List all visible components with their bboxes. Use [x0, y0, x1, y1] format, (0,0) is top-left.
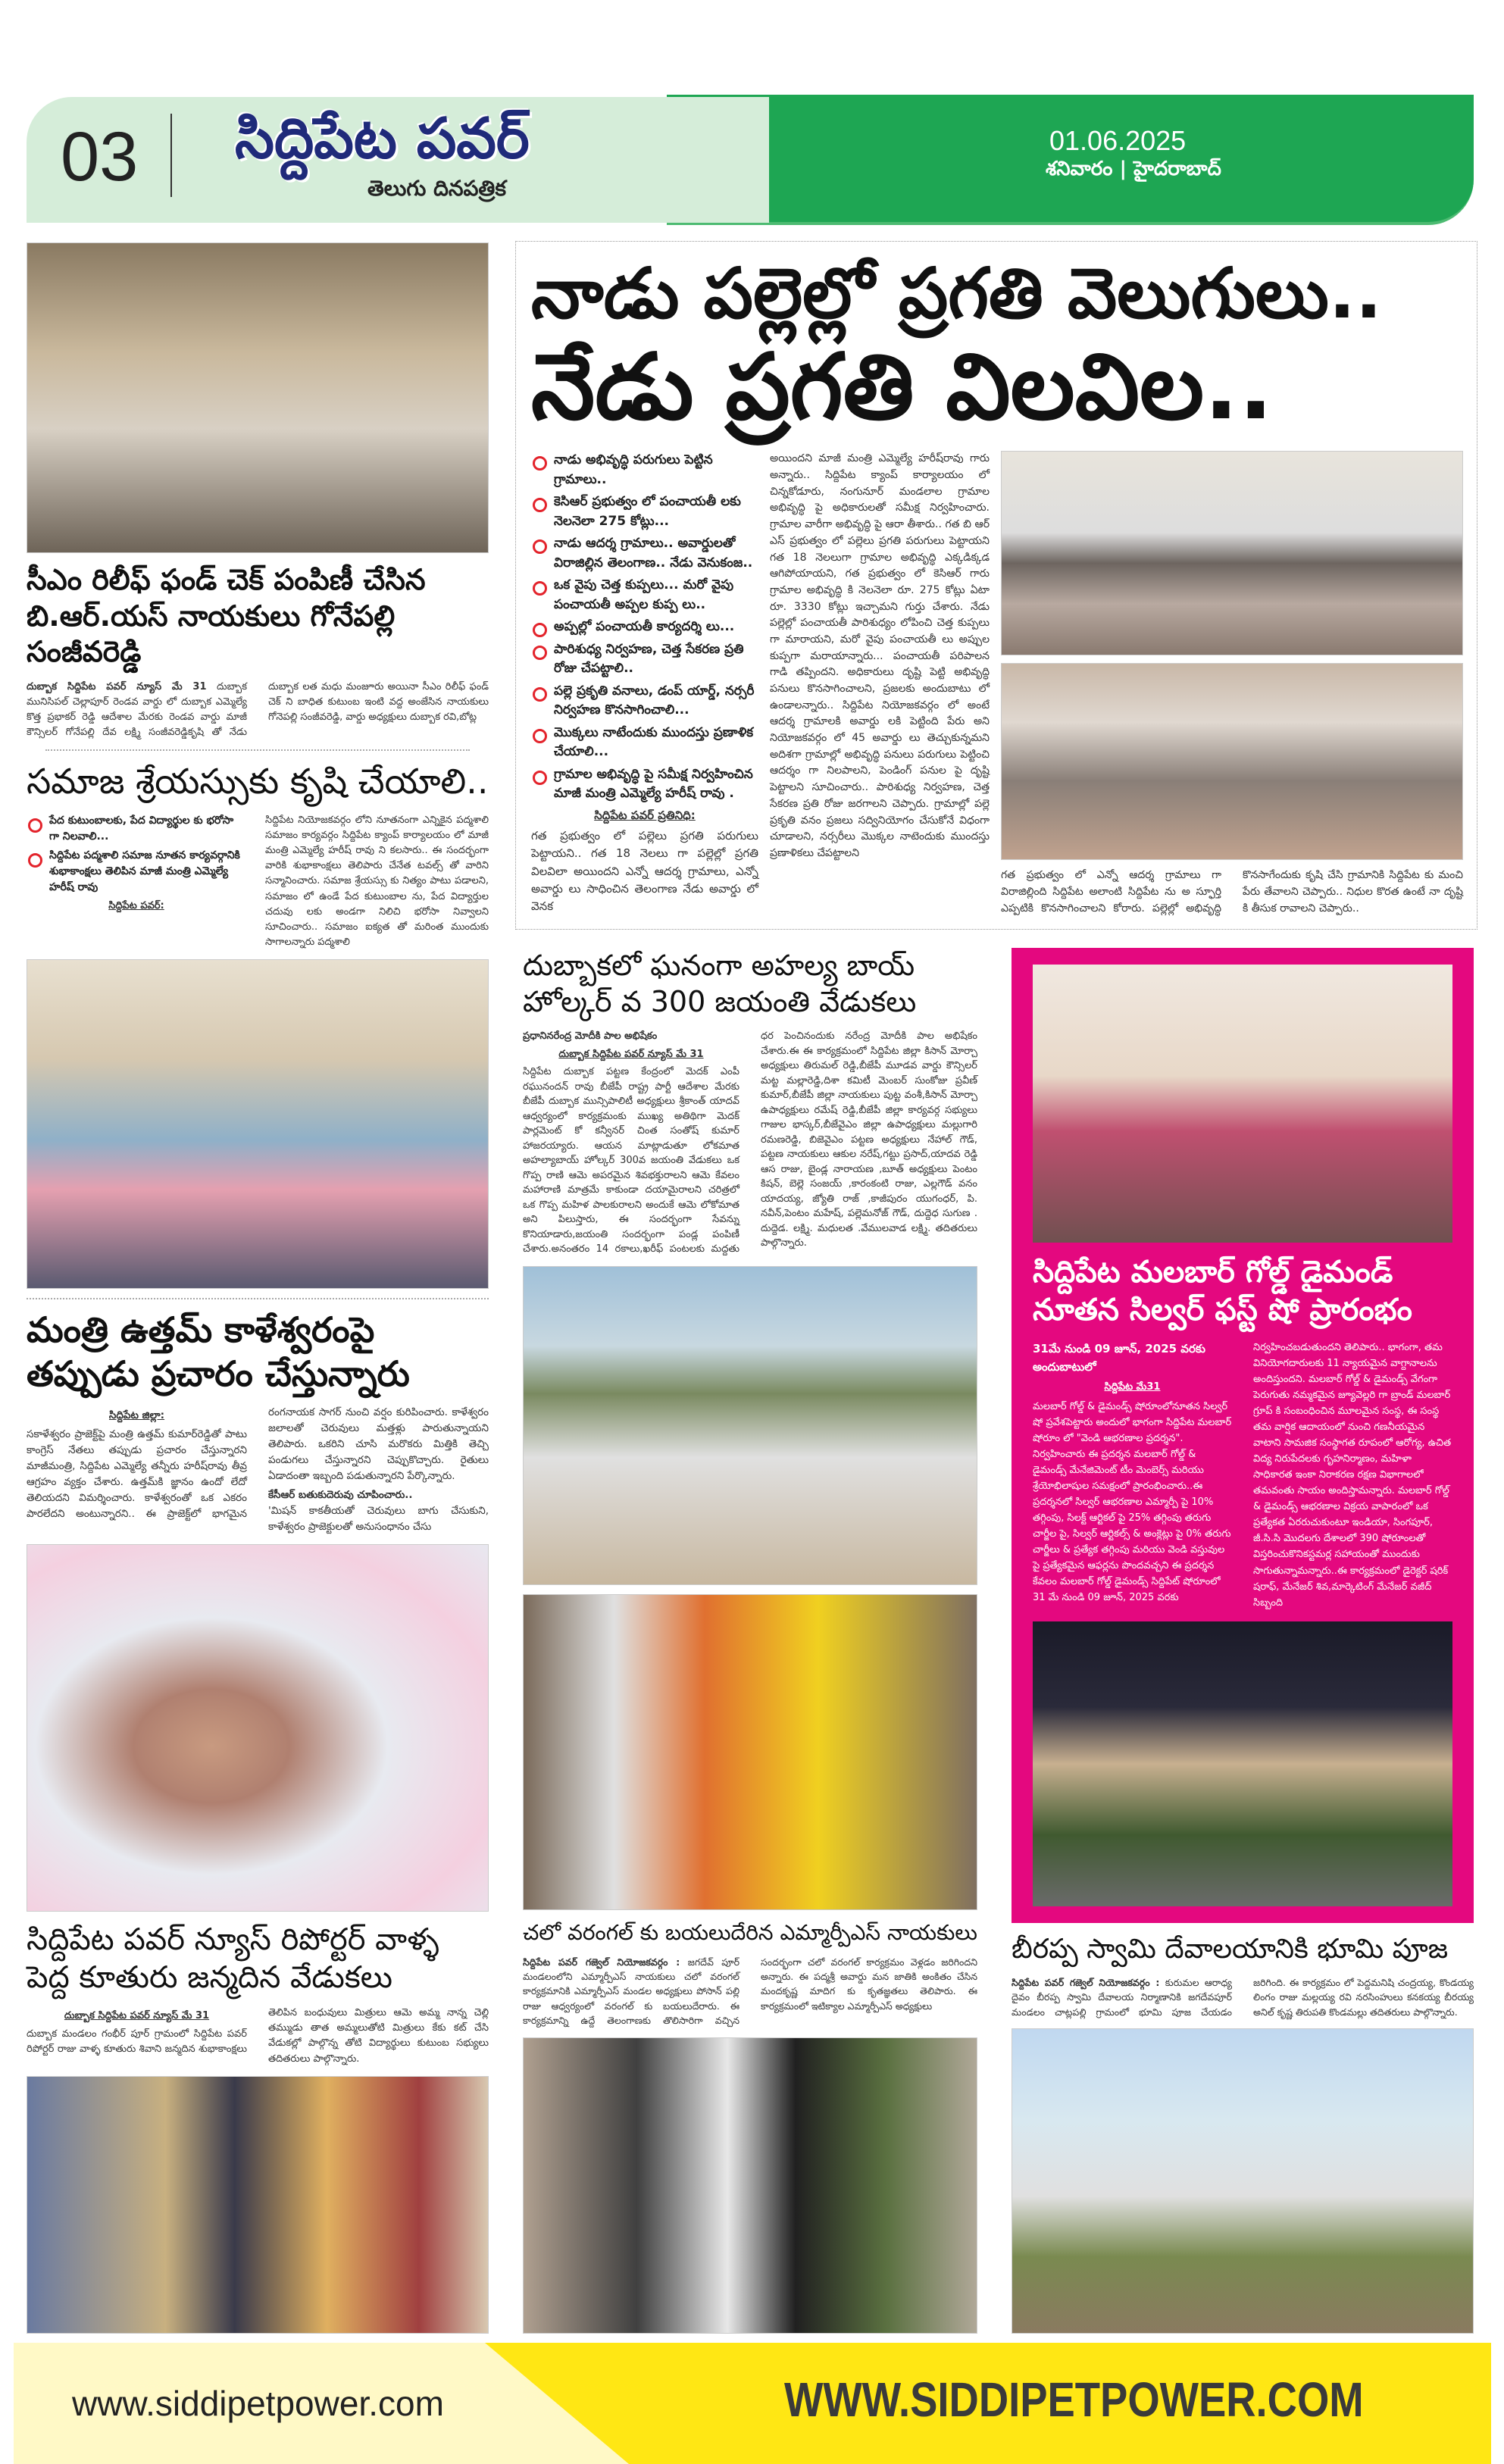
dateline: దుబ్బాక సిద్దిపేట పవర్ న్యూస్ మే 31 [27, 680, 207, 693]
main-story-bullets [531, 451, 758, 917]
photo-milk-abhishekam [523, 1594, 977, 1909]
photo-bhoomi-puja [1012, 2028, 1474, 2334]
photo-review-meeting [1001, 451, 1463, 655]
malabar-gold-feature [1012, 948, 1474, 1923]
dateline: సిద్దిపేట పవర్ గజ్వెల్ నియోజకవర్గం : [1012, 1977, 1160, 1989]
article-body: గత ప్రభుత్వం లో ఎన్నో ఆదర్శ గ్రామాలు గా విరాజిల్లింది సిద్దిపేట అలాంటి సిద్దిపేట ను అ స్ఫూర్తి ఎప్పటికి కొనసాగించాలని కోరారు. పల్లెల్లో అభివృద్ధి కొనసాగేందుకు కృషి చేసి గ్రామానికి సిద్దిపేట కు మంచి పేరు తేవాలని చెప్పారు.. నిధుల కొరత ఉంటే నా దృష్టి కి తీసుక రావాలని చెప్పారు.. [1001, 869, 1463, 915]
article-body: సిద్దిపేట నియోజకవర్గం లోని నూతనంగా ఎన్నికైన పద్మశాలి సమాజం కార్యవర్గం సిద్దిపేట క్యాంప్ కార్యాలయం లో మాజీ మంత్రి ఎమ్మెల్యే హరీష్ రావు ని కలసారు.. ఈ సందర్భంగా వారికి శుభాకాంక్షలు తెలిపారు చేనేత టవల్స్ తో వారిని సన్మానించారు. సమాజ శ్రేయస్సు కు నిత్యం పాటు పడాలని, సమాజం లో ఉండే పేద కుటుంబాల ను, పేద విద్యార్తుల చదువు లకు అండగా నిలిచి భరోసా నివ్వాలని సూచించారు.. సమాజం ఐక్యత తో మరింత ముందుకు సాగాలన్నారు పద్మశాలి [265, 814, 489, 948]
dateline: దుబ్బాక సిద్దిపేట పవర్ న్యూస్ మే 31 [64, 2010, 210, 2022]
article-body: మలబార్ గోల్డ్ & డైమండ్స్ షోరూంలోనూతన సిల్వర్ షో ప్రవేశపెట్టారు అందులో భాగంగా సిద్దిపేట మలబార్ షోరూం లో "వెండి ఆభరణాల ప్రదర్శన". నిర్వహించారు ఈ ప్రదర్శన మలబార్ గోల్డ్ & డైమండ్స్ మేనేజిమెంట్ టీం మెంబెర్స్ మరియు శ్రేయోభిలాషుల సమక్షంలో ప్రారంభించారు..ఈ ప్రదర్శనలో సిల్వర్ ఆభరణాల ఎమ్మార్పీ పై 10% తగ్గింపు, సిలక్ట్ ఆర్టికల్ పై 25% తగ్గింపు తరుగు చార్జీల పై, సిల్వర్ ఆర్టికల్స్ & అంక్లెట్లు పై 0% తరుగు చార్జీలు & ప్రత్యేక తగ్గింపు మరియు వెండి వస్తువుల పై ప్రత్యేకమైన ఆఫర్లను పొందవచ్చని ఈ ప్రదర్శన కేవలం మలబార్ గోల్డ్ డైమండ్స్ సిద్దిపేట్ షోరూంలో 31 మే నుండి 09 జూన్, 2025 వరకు నిర్వహించబడుతుందని తెలిపారు.. భాగంగా, తమ వినియోగదారులకు 11 న్యాయమైన వాగ్దానాలను అందిస్తుందని. మలబార్ గోల్డ్ & డైమండ్స్ వేగంగా పెరుగుతు నమ్మకమైన జ్యూవెల్లరి గా బ్రాండ్ మలబార్ గ్రూప్ కి సంబంధించిన మూలమైన సంస్థ, ఈ సంస్థ తమ వార్షిక ఆదాయంలో నుంచి గణనీయమైన వాటాని సామజిక సంస్థాగత రూపంలో ఆరోగ్య, ఉచిత విద్య నిరుపేదలకు గృహనిర్మాణం, మహిళా సాధికారత ఇంకా నిరాకరణ రక్షణ విభాగాలలో తమవంతు సాయం అందిస్తామన్నారు. మలబార్ గోల్డ్ & డైమండ్స్ ఆభరణాల విక్రయ వాపారంలో ఒక ప్రత్యేకత ఏరరుచుకుంటూ ఇండియా, సింగపూర్, జీ.సి.సి మొదలగు దేశాలలో 390 షోరూంలతో విస్తరించుకొనికస్టమర్ల సహాయంతో ముందుకు సాగుతున్నామన్నారు..ఈ కార్యక్రమంలో డైరెక్టర్ షరిక్ షరాఫ్, మేనేజర్ శివ,మార్కెటింగ్ మేనేజర్ వజీద్ సిబ్బంది [1033, 1341, 1452, 1609]
divider [27, 1298, 489, 1299]
bullet: గ్రామాల అభివృద్ధి పై సమీక్ష నిర్వహించిన మాజీ మంత్రి ఎమ్మెల్యే హరీష్ రావు . [531, 765, 758, 804]
bullet: అప్పల్లో పంచాయతీ కార్యదర్శి లు... [531, 618, 758, 637]
article [27, 1405, 489, 1534]
middle-column [523, 948, 977, 2334]
footer-website-link-large[interactable]: WWW.SIDDIPETPOWER.COM [784, 2372, 1364, 2427]
article-subhead: ప్రధానినరేంద్ర మోదీకి పాల అభిషేకం [523, 1030, 658, 1043]
dateline: దుబ్బాక సిద్దిపేట పవర్ న్యూస్ మే 31 [558, 1048, 704, 1060]
article [1012, 1975, 1474, 2019]
article-body: 'మిషన్ కాకతీయతో చెరువులు బాగు చేసుకుని, కాళేశ్వరం ప్రాజెక్టులతో అనుసంధానం చేసు [268, 1504, 489, 1533]
article-bullets [27, 813, 246, 950]
footer-website-link[interactable]: www.siddipetpower.com [72, 2384, 444, 2423]
bullet: నాడు ఆదర్శ గ్రామాలు.. అవార్డులతో విరాజిల్లిన తెలంగాణ.. నేడు వెనుకంజ.. [531, 534, 758, 573]
article-body: అయిందని మాజీ మంత్రి ఎమ్మెల్యే హరీష్‌రావు గారు అన్నారు.. సిద్దిపేట క్యాంప్ కార్యాలయం లో చిన్నకోడూరు, నంగునూర్ మండలాల గ్రామాల అభివృద్ధి పై అధికారులతో సమీక్ష నిర్వహించారు. గ్రామాల వారీగా అభివృద్ధి పై ఆరా తీశారు.. గత బి ఆర్ ఎస్ ప్రభుత్వం లో పల్లెలు ప్రగతి పరుగులు పెట్టాయని గత 18 నెలలుగా గ్రామాల అభివృద్ధి ఎక్కడిక్కడ ఆగిపోయాయని, గత ప్రభుత్వం లో కెసిఆర్ గారు గ్రామాల అభివృద్ధి కి నెలనెలా రూ. 275 కోట్లు ఏటా రూ. 3330 కోట్లు ఇచ్చామని గుర్తు చేశారు. నేడు పల్లెల్లో పంచాయతీ పారిశుధ్యం లోపించి చెత్త కుప్పలు గా మారాయని, మరో వైపు పంచాయతీ లు అప్పుల కుప్పగా మరాయాన్నారు... పంచాయతీ పరిపాలన గాడి తప్పిందని. అధికారులు దృష్టి పెట్టి అభివృద్ధి పనులు కొనసాగించాలని, ప్రజలకు అందుబాటు లో ఉండాలన్నారు.. సిద్దిపేట నియోజకవర్గం లో అంటే ఆదర్శ గ్రామాలకి అవార్డు లకి పెట్టింది పేరు అని నియోజకవర్గం లో 45 అవార్డు లు తెచ్చుకున్నమని అదిశగా గ్రామాల్లో అభివృద్ధి పనులు పరుగులు పెట్టించి ఆదర్శం గా నిలపాలని, పెండింగ్ పనుల పై దృష్టి పెట్టాలని సూచించారు.. పారిశుధ్య నిర్వహణ, చెత్త సేకరణ ప్రతి రోజు జరగాలని చెప్పారు. గ్రామాల్లో పల్లె ప్రకృతి వనం ప్రజలు సద్వినియోగం చేసుకోనే విధంగా చూడాలని, నర్సరీలు మొక్కల నాటెందుకు ముందస్తు ప్రణాళికలు చేపట్టాలని [770, 452, 990, 859]
dateline: సిద్దిపేట మే31 [1104, 1381, 1161, 1393]
article-body: గత ప్రభుత్వం లో పల్లెలు ప్రగతి పరుగులు పెట్టాయని.. గత 18 నెలలు గా పల్లెల్లో ప్రగతి విలవిలా అయిందని ఎన్నో ఆదర్శ గ్రామాలు, ఎన్నో అవార్డు లు సాధించిన తెలంగాణ నేడు అవార్డు లో వెనక [531, 829, 758, 914]
article-body: సిద్దిపేట దుబ్బాక పట్టణ కేంద్రంలో మెదక్ ఎంపీ రఘునందన్ రావు బీజేపీ రాష్ట్ర పార్టీ ఆదేశాల మేరకు బీజేపీ దుబ్బాక మున్సిపాలిటీ అధ్యక్షులు శ్రీకాంత్ యాదవ్ ఆధ్వర్యంలో కార్యక్రమంకు ముఖ్య అతిథిగా మెదక్ పార్లమెంట్ కో కన్వీనర్ చింత సంతోష్ కుమార్ హాజరయ్యారు. ఆయన మాట్లాడుతూ లోకమాత అహల్యాబాయ్ హోల్కర్ 300వ జయంతి వేడుకలు ఒక గొప్ప రాణి ఆమె అపరమైన శివభక్తురాలని ఆమె కేవలం మహారాణి మాత్రమే కాకుండా దయామైరాలని చరిత్రలో ఒక గొప్ప మహిళ పాలకురాలని అందుకే ఆమె లోకోమాత అని పిలుస్తారు, ఈ సందర్భంగా సేవన్ను కొనియాడారు,జయంతి సందర్భంగా పండ్ల పంపిణీ చేశారు.అనంతరం 14 రకాలు,ఖరీఫ్ పంటలకు మద్దతు ధర పెంచినందుకు నరేంద్ర మోదీకి పాల అభిషేకం చేశారు.ఈ ఈ కార్యక్రమంలో సిద్దిపేట జిల్లా కిసాన్ మోర్చా అధ్యక్షులు తిరుమల్ రెడ్డి,బీజేపీ మూడవ వార్డు కౌన్సిలర్ మట్ట మల్లారెడ్డి,దిశా కమిటీ మెంబర్ సుంకోజు ప్రవీణ్ కుమార్,బీజేపీ జిల్లా నాయకులు పుట్ట వంశీ,కిసాన్ మోర్చా ఉపాధ్యక్షులు రమేష్ రెడ్డి,బీజేపీ జిల్లా కార్యవర్గ సభ్యులు గాజుల భాస్కర్,బీజేవైఎం జిల్లా ఉపాధ్యక్షులు మల్లుగారి రమణరెడ్డి, బిజెవైఎం పట్టణ అధ్యక్షులు నేహాల్ గౌడ్, పట్టణ నాయకులు ఆకుల నరేష్,గట్టు ప్రసాద్,యాదవ రెడ్డి ఆస రాజు, బైండ్ల నారాయణ ,బూత్ అధ్యక్షులు పెంటం కిషన్, బెల్లె సంజయ్ ,కారంకంటి రాజు, ఎల్లగౌడ్ వనం యాదయ్య, జ్యోతి రాజ్ ,కాజీపురం యుగంధర్, పి. నవీన్,పెంటం మహేష్, పల్లెమనోజ్ గౌడ్, దుద్దెధ సుగుణ . దుద్దెడ. లక్ష్మి. మధులత .వేములవాడ లక్ష్మి. తదితరులు పాల్గొన్నారు. [523, 1030, 977, 1255]
center-right-area [515, 241, 1477, 2334]
article-headline: సమాజ శ్రేయస్సుకు కృషి చేయాలి.. [27, 761, 489, 802]
dateline: సిద్దిపేట పవర్ గజ్వెల్ నియోజకవర్గం : [523, 1956, 680, 1968]
article-body: కురుమల ఆరాధ్య దైవం బీరప్ప స్వామి దేవాలయ నిర్మాణానికి జగదేవపూర్ మండలం చాట్లపల్లి గ్రామంలో భూమి పూజ చేయడం జరిగింది. ఈ కార్యక్రమం లో పెద్దమనిషి చంద్రయ్య, కొండయ్య లింగం రాజు మల్లయ్య రవి నరసింహులు కనకయ్య బీరయ్య అనిల్ కృష్ణ తిరుపతి కొండమల్లు తదితరులు పాల్గొన్నారు. [1012, 1977, 1474, 2018]
article [27, 680, 489, 741]
main-story-columns [531, 451, 1469, 917]
lower-columns [515, 948, 1477, 2334]
issue-date: 01.06.2025 [1049, 125, 1187, 156]
bullet: నాడు అభివృద్ధి పరుగులు పెట్టిన గ్రామాలు.. [531, 451, 758, 489]
dateline: సిద్దిపేట జిల్లా: [108, 1409, 165, 1422]
article-headline: చలో వరంగల్ కు బయలుదేరిన ఎమ్మార్పీఎస్ నాయకులు [523, 1919, 977, 1945]
photo-birthday-celebration [27, 2076, 489, 2334]
main-story-frame [515, 241, 1477, 930]
bullet: పేద కుటుంబాలకు, పేద విద్యార్థుల కు భరోసా గా నిలవాలి... [27, 813, 246, 845]
masthead-logo: సిద్దిపేట పవర్ [235, 106, 530, 171]
dateline: సిద్దిపేట పవర్: [108, 899, 164, 911]
photo-silver-show-launch [1033, 965, 1452, 1242]
article [523, 1955, 977, 2028]
article-headline: దుబ్బాకలో ఘనంగా అహల్య బాయ్ హోల్కర్ వ 300 జయంతి వేడుకలు [523, 949, 917, 1018]
article-headline: సీఎం రిలీఫ్ ఫండ్ చెక్ పంపిణీ చేసిన బి.ఆర్.యస్ నాయకులు గోనేపల్లి సంజీవరెడ్డి [27, 563, 426, 669]
main-story-photos [1001, 451, 1463, 917]
bullet: ఒక వైపు చెత్త కుప్పలు... మరో వైపు పంచాయతీ అప్పల కుప్ప లు.. [531, 576, 758, 614]
issue-day-place: శనివారం | హైదరాబాద్ [1046, 158, 1221, 180]
bullet: మొక్కలు నాటేందుకు ముందస్తు ప్రణాళిక చేయాలి... [531, 724, 758, 762]
dateline: సిద్దిపేట పవర్ ప్రతినిధి: [594, 808, 696, 822]
photo-officials-meeting [1001, 663, 1463, 860]
article-body: సకాళేశ్వరం ప్రాజెక్ట్‌పై మంత్రి ఉత్తమ్ కుమార్‌రెడ్డితో పాటు కాంగ్రెస్ నేతలు తప్పుడు ప్రచారం చేస్తున్నారని మాజీమంత్రి, సిద్దిపేట ఎమ్మెల్యే తన్నీరు హరీష్‌రావు తీవ్ర ఆగ్రహం వ్యక్తం చేశారు. ఉత్తమ్‌కి జ్ఞానం ఉందో లేదో తెలియదని విమర్శించారు. కాళేశ్వరంతో ఒక ఎకరం పారలేదని అంటున్నారని.. ఈ ప్రాజెక్ట్‌లో భాగమైన రంగనాయక సాగర్ నుంచి వర్షం కురిపించారు. కాళేశ్వరం జలాలతో చెరువులు మత్తళ్లు పారుతున్నాయని తెలిపారు. ఒకరిని చూసి మరొకరు మిత్తికి తెచ్చి పండుగలు చేస్తున్నారని చెప్పుకొచ్చారు. రైతులు ఏడాదంతా ఇబ్బంది పడుతున్నారని పేర్కొన్నారు. [27, 1406, 489, 1520]
article [27, 813, 489, 950]
masthead-tagline: తెలుగు దినపత్రిక [367, 176, 506, 201]
photo-jayanti-celebration [523, 1266, 977, 1585]
main-headline-line1: నాడు పల్లెల్లో ప్రగతి వెలుగులు.. [531, 253, 1382, 334]
article-headline: సిద్దిపేట పవర్ న్యూస్ రిపోర్టర్ వాళ్ళ పెద్ద కూతురు జన్మదిన వేడుకలు [27, 1922, 439, 1996]
article-body: దుబ్బాక మండలం గంభీర్ పూర్ గ్రామంలో సిద్దిపేట పవర్ రిపోర్టర్ రాజు వాళ్ళ కూతురు శివాని జన్మదిన శుభాకాంక్షలు తెలిపిన బంధువులు మిత్రులు ఆమె అమ్మ నాన్న చెల్లి తమ్ముడు తాత అమ్మలుతోటి మిత్రులు కేకు కట్ చేసి వేడుకల్లో పాల్గొన్న తోటి విద్యార్థులు కుటుంబ సభ్యులు తదితరులు పాల్గొన్నారు. [27, 2007, 489, 2065]
bullet: పారిశుధ్య నిర్వహణ, చెత్త సేకరణ ప్రతి రోజు చేపట్టాలి.. [531, 640, 758, 679]
photo-harish-rao [27, 1544, 489, 1912]
divider [45, 749, 470, 751]
bullet: పల్లె ప్రకృతి వనాలు, డంప్ యార్డ్, నర్సరీ నిర్వహణ కొనసాగించాలి... [531, 682, 758, 721]
photo-cheque-distribution [27, 242, 489, 553]
header-divider [170, 114, 172, 197]
bullet: కెసిఆర్ ప్రభుత్వం లో పంచాయతీ లకు నెలనెలా 275 కోట్లు... [531, 492, 758, 531]
photo-showroom-exterior [1033, 1621, 1452, 1906]
article-body: జగదేవ్ పూర్ మండలంలోని ఎమ్మార్పీఎస్ నాయకులు చలో వరంగల్ కార్యక్రమానికి ఎమ్మార్పీఎస్ మండల అధ్యక్షులు పోసాన్ పల్లి రాజు ఆధ్వర్యంలో వరంగల్ కు బయలుదేరారు. ఈ కార్యక్రమాన్ని ఉద్దే తెలంగాణకు తొలిసారిగా వచ్చిన సందర్భంగా చలో వరంగల్ కార్యక్రమం వెళ్లడం జరిగిందని అన్నారు. ఈ పద్మశ్రీ అవార్డు మన జాతికి అంకితం చేసిన మందకృష్ణ మాదిగ కు కృతజ్ఞతలు తెలిపారు. ఈ కార్యక్రమంలో ఇటిక్యాల ఎమ్మార్పీఎస్ అధ్యక్షులు [523, 1956, 977, 2027]
article-subhead: 31మే నుండి 09 జూన్, 2025 వరకు అందుబాటులో [1033, 1341, 1205, 1374]
article-subhead: కేసీఆర్ బతుకుదెరువు చూపించారు.. [268, 1489, 413, 1502]
photo-padmashali-felicitation [27, 959, 489, 1289]
bullet: సిద్దిపేట పద్మశాలి సమాజ నూతన కార్యవర్గానికి శుభాకాంక్షలు తెలిపిన మాజీ మంత్రి ఎమ్మెల్యే హరీష్ రావు [27, 848, 246, 896]
article-headline: సిద్దిపేట మలబార్ గోల్డ్ డైమండ్ నూతన సిల్వర్ ఫస్ట్ షో ప్రారంభం [1033, 1254, 1412, 1327]
article [27, 2006, 489, 2067]
page-number: 03 [61, 118, 139, 195]
article-headline: బీరప్ప స్వామి దేవాలయానికి భూమి పూజ [1012, 1934, 1449, 1965]
article-body: దుబ్బాక మునిసిపల్ చెల్లాపూర్ రెండవ వార్డు లో దుబ్బాక ఎమ్మెల్యే కొత్త ప్రభాకర్ రెడ్డి ఆదేశాల మేరకు రెండవ వార్డు మాజీ కౌన్సిలర్ గోనేపల్లి దేవ లక్ష్మి సంజీవరెడ్డికృషి తో నేడు దుబ్బాక లత మధు మంజూరు అయినా సీఎం రిలీఫ్ ఫండ్ చెక్ ని బాధిత కుటుంబ ఇంటి వద్ద అంజేసిన నాయకులు గోనెపల్లి సంజీవరెడ్డి, వార్డు అధ్యక్షులు దుబ్బాక రవి,బోట్ల [27, 680, 489, 739]
article [523, 1029, 977, 1257]
main-headline-line2: నేడు ప్రగతి విలవిల.. [531, 335, 1274, 441]
right-column [1012, 948, 1474, 2334]
article [1033, 1340, 1452, 1611]
photo-mrps-leaders [523, 2037, 977, 2334]
left-column [27, 242, 489, 2334]
article-headline: మంత్రి ఉత్తమ్ కాళేశ్వరంపై తప్పుడు ప్రచారం చేస్తున్నారు [27, 1309, 410, 1394]
